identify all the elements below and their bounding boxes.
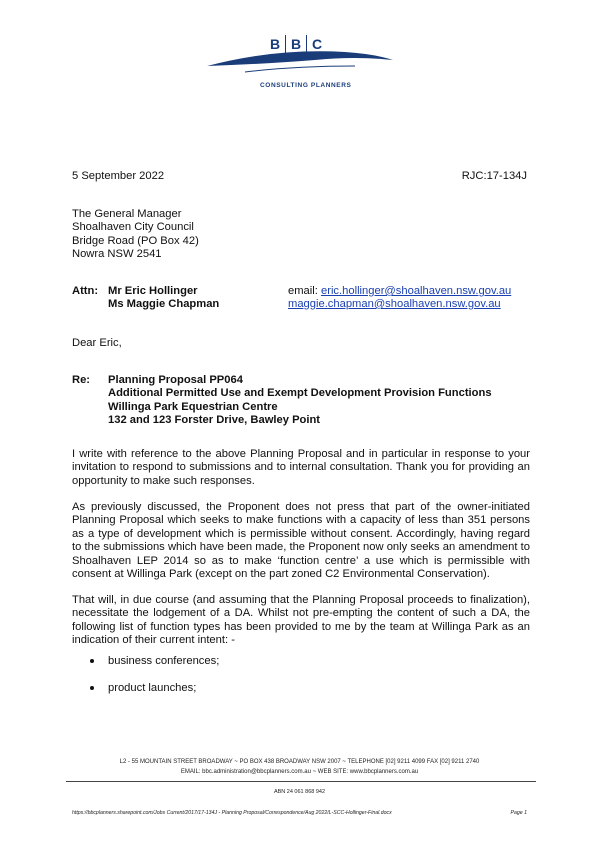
body-paragraph: I write with reference to the above Planning Proposal and in particular in response to your invitation to respond to submissions and to internal consultation. Thank you for providing an opportunity to make such responses. [72,448,530,487]
file-path: https://bbcplanners.sharepoint.com/Jobs Current/2017/17-134J - Planning Proposal/Correspondence/Aug 2022/L-SCC-Hollinger-Final.docx [72,810,392,816]
letter-date: 5 September 2022 [72,170,165,182]
footer-contact: EMAIL: bbc.administration@bbcplanners.com.au ~ WEB SITE: www.bbcplanners.com.au [180,769,419,775]
attn-name: Ms Maggie Chapman [108,298,220,310]
bbc-logo [205,30,395,100]
email-label: email: [288,285,318,297]
logo-letter: C [311,36,323,52]
subject-label: Re: [72,374,91,386]
attn-label: Attn: [72,285,99,297]
recipient-line: Nowra NSW 2541 [72,248,162,261]
list-item-text: product launches; [108,682,197,694]
body-paragraph: That will, in due course (and assuming that the Planning Proposal proceeds to finalization), necessitate the lodgement of a DA. Whilst not pre-empting the content of such a DA, the following list of function types has been provided to me by the team at Willinga Park as an indication of their current intent: - [72,594,530,647]
bullet-icon [90,686,94,690]
subject-line: Willinga Park Equestrian Centre [108,400,278,413]
subject-line: 132 and 123 Forster Drive, Bawley Point [108,414,321,427]
recipient-line: Shoalhaven City Council [72,221,194,234]
salutation: Dear Eric, [72,337,122,349]
recipient-address [72,208,199,262]
recipient-line: The General Manager [72,208,182,220]
page-number: Page 1 [510,810,527,816]
subject-line: Additional Permitted Use and Exempt Development Provision Functions [108,387,492,400]
logo-subtitle: CONSULTING PLANNERS [260,82,352,89]
bullet-icon [90,659,94,663]
subject-heading [108,374,492,428]
footer-address: L2 - 55 MOUNTAIN STREET BROADWAY ~ PO BOX 438 BROADWAY NSW 2007 ~ TELEPHONE [02] 9211 4099 FAX [02] 9211 2740 [119,759,480,765]
subject-line: Planning Proposal PP064 [108,374,243,386]
reference-number: RJC:17-134J [461,170,527,182]
footer-abn: ABN 24 061 868 942 [273,789,326,795]
logo-letter: B [269,36,281,52]
body-paragraph: As previously discussed, the Proponent does not press that part of the owner-initiated Planning Proposal which seeks to make functions with a capacity of less than 351 persons as a type of development which is permissible without consent. Accordingly, having regard to the submissions which have been made, the Proponent now only seeks an amendment to Shoalhaven LEP 2014 so as to make ‘function centre’ a use which is permissible with consent at Willinga Park (except on the part zoned C2 Environmental Conservation). [72,501,530,581]
email-link[interactable]: maggie.chapman@shoalhaven.nsw.gov.au [288,298,501,310]
list-item-text: business conferences; [108,655,220,667]
footer-divider [66,781,536,782]
email-link[interactable]: eric.hollinger@shoalhaven.nsw.gov.au [321,285,512,297]
recipient-line: Bridge Road (PO Box 42) [72,234,199,247]
logo-letter: B [290,36,302,52]
attn-name: Mr Eric Hollinger [108,285,198,297]
